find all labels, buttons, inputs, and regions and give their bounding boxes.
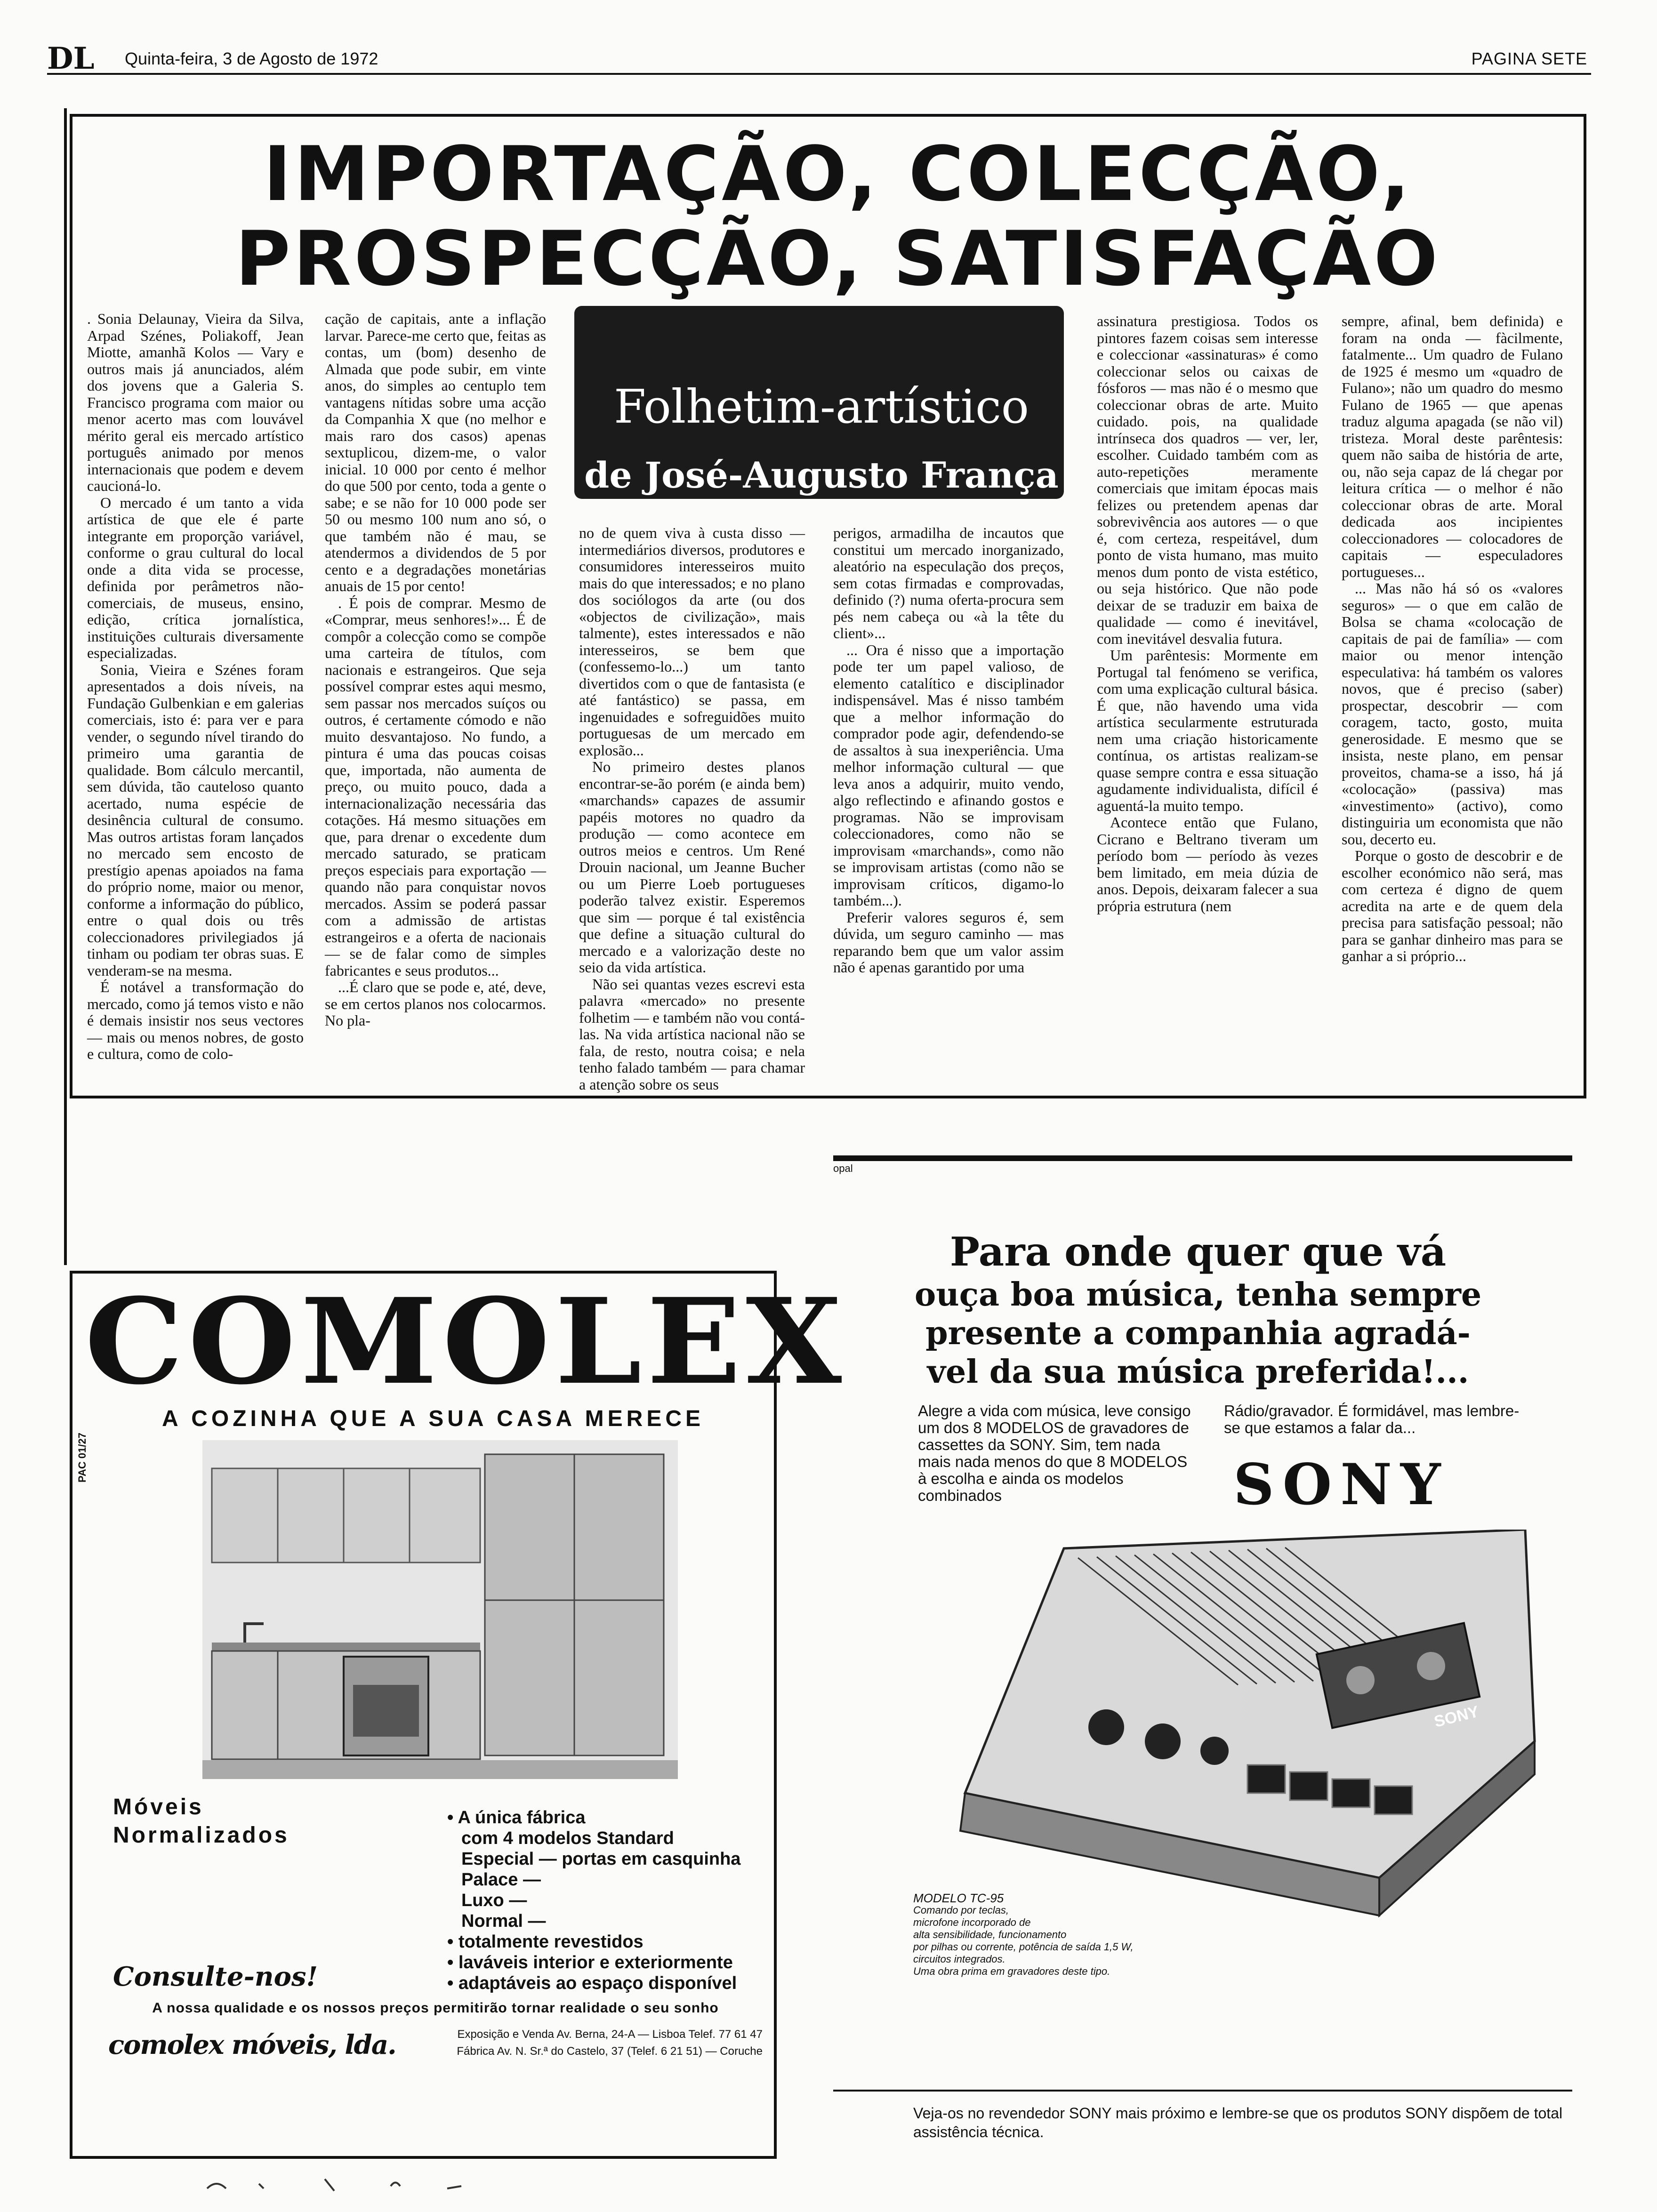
kitchen-photo [202,1440,678,1779]
page-number: PAGINA SETE [1471,49,1587,68]
sony-body-text-2: Rádio/gravador. É formidável, mas lembre-se que estamos a falar da... [1224,1402,1520,1436]
headline-line-4: vel da sua música preferida!... [927,1353,1469,1391]
comolex-logo: COMOLEX [85,1272,847,1411]
headline-line-1: IMPORTAÇÃO, COLECÇÃO, [263,130,1413,218]
moveis-normalizados [113,1793,290,1850]
feature-item: Especial — portas em casquinha [461,1849,741,1869]
article-column-1 [87,311,304,1063]
paragraph: Um parêntesis: Mormente em Portugal tal fenómeno se verifica, com uma explicação cultural básica. É que, não havendo uma vida artística secularmente estruturada nem uma criação historicamente contínua, os artistas realizam-se quase sempre contra e essa situação agudamente individualista, difícil é aguentá-la muito tempo. [1097,647,1318,814]
address-line: Fábrica Av. N. Sr.ª do Castelo, 37 (Telef. 6 21 51) — Coruche [457,2045,763,2058]
caption-line: alta sensibilidade, funcionamento [913,1929,1067,1940]
paragraph: Acontece então que Fulano, Cicrano e Beltrano tiveram um período bom — período às vezes bem limitado, em meia dúzia de anos. Depois, deixaram falecer a sua própria estrutura (nem [1097,814,1318,914]
model-name: MODELO TC-95 [913,1891,1004,1905]
paragraph: No primeiro destes planos encontrar-se-ão porém (e ainda bem) «marchands» capazes de assumir papéis motores no quadro da produção — como acontece em outros meios e centros. Um René Drouin nacional, um Jeanne Bucher ou um Pierre Loeb portugueses poderão talvez existir. Esperemos que sim — porque é tal existência que define a situação cultural do mercado e a valorização deste no seio da vida artística. [579,758,805,976]
comolex-tagline: A COZINHA QUE A SUA CASA MERECE [161,1406,705,1431]
sony-headline [857,1228,1539,1391]
caption-line: Uma obra prima em gravadores deste tipo. [913,1965,1110,1977]
device-brand-label: SONY [1432,1702,1481,1731]
paragraph: assinatura prestigiosa. Todos os pintores fazem coisas sem interesse e coleccionar «assinaturas» é como coleccionar selos ou caixas de fósforos — mas não é o mesmo que coleccionar obras de arte. Muito cuidado. pois, na qualidade intrínseca dos quadros — ver, ler, escolher. Cuidado também com as auto-repetições meramente comerciais que imitam épocas mais felizes ou pretendem apenas dar sobrevivência aos autores — o que é, com certeza, respeitável, dum ponto de vista humano, mas muito menos dum ponto de vista estético, ou seja histórico. Que não pode deixar de se traduzir em baixa de qualidade — como é inevitável, com inevitável desvalia futura. [1097,313,1318,647]
caption-line: por pilhas ou corrente, potência de saída 1,5 W, [913,1941,1134,1953]
paragraph: ...É claro que se pode e, até, deve, se em certos planos nos colocarmos. No pla- [325,978,546,1029]
headline-line-2: ouça boa música, tenha sempre [914,1276,1482,1314]
paragraph: . Sonia Delaunay, Vieira da Silva, Arpad Szénes, Poliakoff, Jean Miotte, amanhã Kolos — Vary e outros mais já anunciados, além dos jovens que a Galeria S. Francisco programa com maior ou menor acerto mas com louvável mérito geral eis mercado artístico português animado por menos internacionais que podem e devem caucioná-lo. [87,310,304,494]
feature-item: Normal — [461,1911,546,1931]
paragraph: sempre, afinal, bem definida) e foram na onda — fàcilmente, fatalmente... Um quadro de Fulano de 1925 é mesmo um «quadro de Fulano»; não um quadro do mesmo Fulano de 1965 — que apenas traduz alguma apagada (se não vil) tristeza. Moral deste parêntesis: quem não saiba de história de arte, ou, não seja capaz de lá chegar por leitura crítica — o melhor é não coleccionar obras de arte. Moral dedicada aos incipientes coleccionadores — colocadores de capitais — especuladores portugueses... [1342,313,1563,580]
paragraph: Sonia, Vieira e Szénes foram apresentados a dois níveis, na Fundação Gulbenkian e em galerias comerciais, isto é: para ver e para vender, o segundo nível tirando do primeiro uma garantia de qualidade. Bom cálculo mercantil, sem dúvida, tão cauteloso quanto acertado, numa espécie de desinência cultural de consumo. Mas outros artistas foram lançados no mercado sem encosto de prestígio apenas apoiados na fama do próprio nome, maior ou menor, conforme a informação do público, entre o qual dois ou três coleccionadores privilegiados já tinham ou podiam ter obras suas. E venderam-se na mesma. [87,661,304,979]
comolex-feature-list [447,1807,767,1994]
article-column-3 [579,525,805,1093]
headline-line-3: presente a companhia agradá- [925,1314,1471,1352]
article-column-6 [1342,313,1563,965]
sony-body-text: Alegre a vida com música, leve consigo um dos 8 MODELOS de gravadores de cassettes da SONY. Sim, tem nada mais nada menos do que 8 MODELOS à escolha e ainda os modelos combinados [918,1402,1191,1504]
divider [833,1155,1572,1161]
newspaper-logo: DL [47,41,95,76]
feature-item: • A única fábrica [447,1808,586,1827]
comolex-quality-line: A nossa qualidade e os nossos preços permitirão tornar realidade o seu sonho [152,2000,719,2016]
issue-date: Quinta-feira, 3 de Agosto de 1972 [125,49,378,68]
paragraph: . É pois de comprar. Mesmo de «Comprar, meus senhores!»... É de compôr a colecção como se compõe uma carteira de títulos, com nacionais e estrangeiros. Que seja possível comprar estes aqui mesmo, sem passar nos mercados suíços ou outros, é certamente cómodo e não muito desvantajoso. No fundo, a pintura é uma das poucas coisas que, importada, não aumenta de preço, ou muito pouco, dada a internacionalização necessária das cotações. Há mesmo situações em que, para drenar o excedente dum mercado saturado, se praticam preços especiais para exportação — quando não para conquistar novos mercados. Assim se poderá passar com a admissão de artistas estrangeiros e a oferta de nacionais — se de falar como de simples fabricantes e seus produtos... [325,594,546,979]
page-header [47,41,1591,76]
headline-line-1: Para onde quer que vá [949,1228,1447,1275]
sony-logo: SONY [1233,1451,1449,1518]
feature-item: • totalmente revestidos [447,1932,643,1952]
paragraph: Porque o gosto de descobrir e de escolher económico não será, mas com certeza é digno de quem acredita na arte e de quem dela precisa para satisfação pessoal; não para se ganhar dinheiro mas para se ganhar a si próprio... [1342,847,1563,964]
feature-item: • laváveis interior e exteriormente [447,1953,733,1972]
feature-item: • adaptáveis ao espaço disponível [447,1973,737,1993]
paragraph: ... Mas não há só os «valores seguros» — o que em calão de Bolsa se chama «colocação de capitais de pai de família» — com maior ou menor intenção especulativa: há também os valores novos, que é preciso (saber) prospectar, descobrir — com coragem, tacto, gosto, muita generosidade. E mesmo que se insista, neste plano, em pensar proveitos, chama-se a isso, há já «colocação» (passiva) mas «investimento» (activo), como distinguiria um economista que não sou, decerto eu. [1342,580,1563,848]
feature-item: Palace — [461,1870,541,1890]
consulte-nos: Consulte-nos! [113,1961,318,1992]
agency-credit: opal [833,1162,853,1174]
caption-line: microfone incorporado de [913,1916,1031,1928]
article-headline [155,132,1520,301]
paragraph: O mercado é um tanto a vida artística de que ele é parte integrante em proporção variável, conforme o grau cultural do local onde a dita vida se processe, definida por perâmetros não-comerciais, de museus, ensino, edição, crítica jornalística, instituições culturais diversamente especializadas. [87,494,304,661]
paragraph: Preferir valores seguros é, sem dúvida, um seguro caminho — mas reparando bem que um valor assim não é apenas garantido por uma [833,908,1064,976]
paragraph: cação de capitais, ante a inflação larvar. Parece-me certo que, feitas as contas, um (bom) desenho de Almada que pode subir, em vinte anos, do simples ao centuplo tem vantagens nítidas sobre uma acção da Companhia X que (no melhor e mais raro dos casos) apenas sextuplicou, dizem-me, o valor inicial. 10 000 por cento é melhor do que 500 por cento, toda a gente o sabe; e se não for 10 000 pode ser 50 ou mesmo 100 num ano só, o que também não é mau, se atendermos a dividendos de 5 por cento e a degradações monetárias anuais de 15 por cento! [325,310,546,594]
series-title: Folhetim-artístico [614,380,1029,434]
moveis-line-2: Normalizados [113,1823,290,1848]
caption-line: Comando por teclas, [913,1904,1009,1916]
headline-line-2: PROSPECÇÃO, SATISFAÇÃO [235,215,1441,303]
paragraph: no de quem viva à custa disso — intermediários diversos, produtores e consumidores interesseiros muito mais do que interessados; e no plano dos sociólogos da arte (ou dos «objectos de civilização», mais talmente), estes interessados e não interesseiros, se bem que (confessemo-lo...) um tanto divertidos com o que de fantasista (e até fantástico) se passa, em ingenuidades e sofreguidões muito portuguesas de um mercado em explosão... [579,524,805,759]
paragraph: perigos, armadilha de incautos que constitui um mercado inorganizado, aleatório na especulação dos preços, sem cotas firmadas e comprovadas, definido (?) numa oferta-procura sem pés nem cabeça ou «à la tête du client»... [833,524,1064,641]
moveis-line-1: Móveis [113,1795,204,1819]
paragraph: ... Ora é nisso que a importação pode ter um papel valioso, de elemento catalítico e disciplinador indispensável. Mas é nisso também que a melhor informação do comprador pode agir, defendendo-se de assaltos à sua inexperiência. Uma melhor informação cultural — que leva anos a adquirir, muito vendo, algo reflectindo e afinando gostos e programas. Não se improvisam coleccionadores, como não se improvisam «marchands», como não se improvisam artistas (como não se improvisam críticos, digamo-lo também...). [833,641,1064,909]
article-column-5 [1097,313,1318,914]
feature-item: Luxo — [461,1891,527,1910]
paragraph: É notável a transformação do mercado, como já temos visto e não é demais insistir nos seus vectores — mais ou menos nobres, de gosto e cultura, como de colo- [87,978,304,1062]
article-column-4 [833,525,1064,976]
address-line: Exposição e Venda Av. Berna, 24-A — Lisboa Telef. 77 61 47 [457,2028,763,2041]
divider [833,2090,1572,2092]
caption-line: circuitos integrados. [913,1953,1005,1965]
comolex-address [405,2026,763,2060]
comolex-brand-name: comolex móveis, lda. [108,2029,396,2060]
article-author: de José-Augusto França [584,454,1059,496]
paragraph: Não sei quantas vezes escrevi esta palavra «mercado» no presente folhetim — e também não vou contá-las. Na vida artística nacional não se fala, de resto, noutra coisa; e nela tenho falado também — para chamar a atenção sobre os seus [579,975,805,1093]
ad-reference-code: PAC 01/27 [76,1433,88,1483]
sony-model-caption [913,1892,1224,1978]
feature-item: com 4 modelos Standard [461,1828,674,1848]
sony-footer-text: Veja-os no revendedor SONY mais próximo e lembre-se que os produtos SONY dispõem de total assistência técnica. [913,2105,1563,2140]
article-column-2 [325,311,546,1029]
print-artifact [202,2170,579,2198]
cassette-recorder-photo [909,1530,1549,1920]
